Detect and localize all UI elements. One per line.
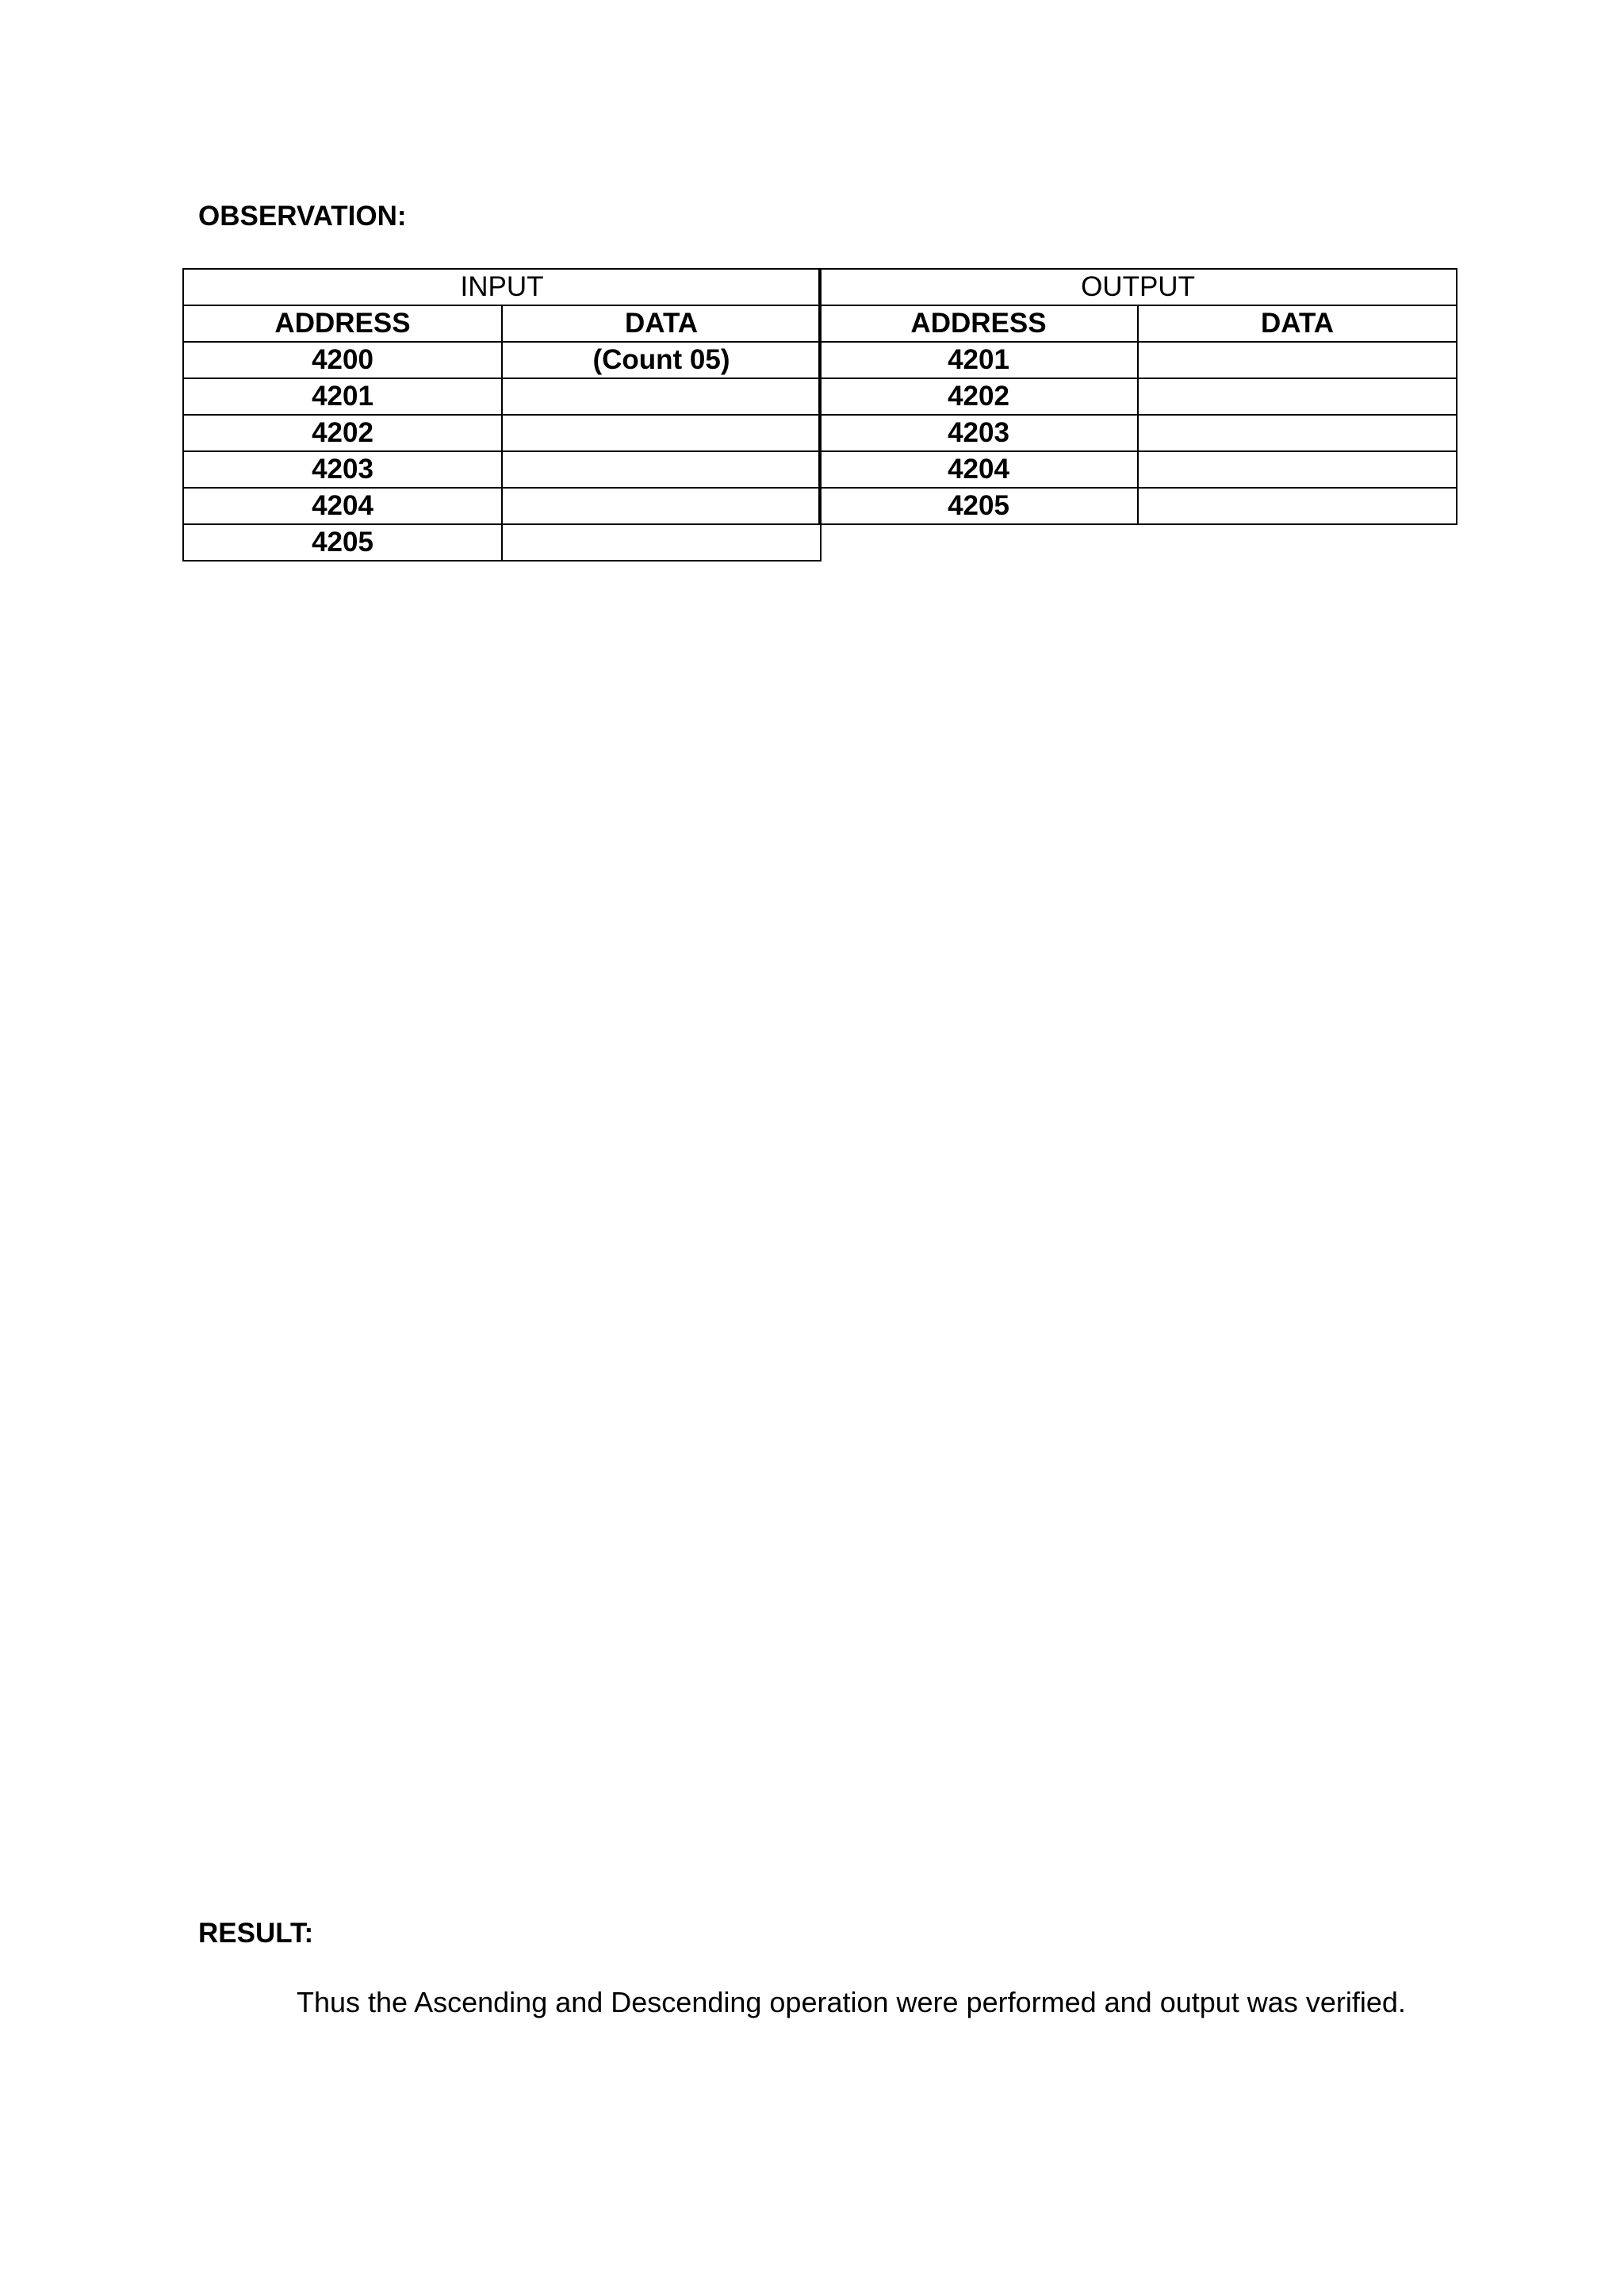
input-data-cell [502, 415, 821, 451]
result-heading: RESULT: [198, 1918, 314, 1949]
output-address-header: ADDRESS [819, 305, 1138, 342]
output-data-cell [1138, 488, 1457, 524]
table-row [183, 415, 821, 451]
output-data-cell [1138, 378, 1457, 415]
output-address-cell: 4202 [819, 378, 1138, 415]
table-row [819, 451, 1457, 488]
input-address-cell: 4201 [183, 378, 502, 415]
input-address-cell: 4204 [183, 488, 502, 524]
output-title-row [819, 269, 1457, 305]
table-row [183, 524, 821, 561]
input-data-cell: (Count 05) [502, 342, 821, 378]
table-row [819, 378, 1457, 415]
table-row [183, 342, 821, 378]
input-address-cell: 4200 [183, 342, 502, 378]
table-row [819, 488, 1457, 524]
table-row [183, 451, 821, 488]
output-address-cell: 4205 [819, 488, 1138, 524]
output-header-row [819, 305, 1457, 342]
input-data-cell [502, 378, 821, 415]
input-address-header: ADDRESS [183, 305, 502, 342]
input-data-cell [502, 488, 821, 524]
input-data-cell [502, 451, 821, 488]
output-title: OUTPUT [819, 269, 1457, 305]
output-data-cell [1138, 415, 1457, 451]
output-address-cell: 4201 [819, 342, 1138, 378]
input-title: INPUT [183, 269, 821, 305]
table-row [183, 488, 821, 524]
output-data-header: DATA [1138, 305, 1457, 342]
input-title-row [183, 269, 821, 305]
input-data-header: DATA [502, 305, 821, 342]
table-row [183, 378, 821, 415]
input-address-cell: 4205 [183, 524, 502, 561]
output-data-cell [1138, 342, 1457, 378]
output-table [818, 268, 1457, 525]
input-address-cell: 4202 [183, 415, 502, 451]
table-row [819, 415, 1457, 451]
observation-heading: OBSERVATION: [198, 201, 407, 232]
table-row [819, 342, 1457, 378]
input-table [182, 268, 822, 562]
input-address-cell: 4203 [183, 451, 502, 488]
output-data-cell [1138, 451, 1457, 488]
input-header-row [183, 305, 821, 342]
result-text: Thus the Ascending and Descending operation were performed and output was verified. [297, 1986, 1406, 2018]
input-data-cell [502, 524, 821, 561]
output-address-cell: 4204 [819, 451, 1138, 488]
output-address-cell: 4203 [819, 415, 1138, 451]
